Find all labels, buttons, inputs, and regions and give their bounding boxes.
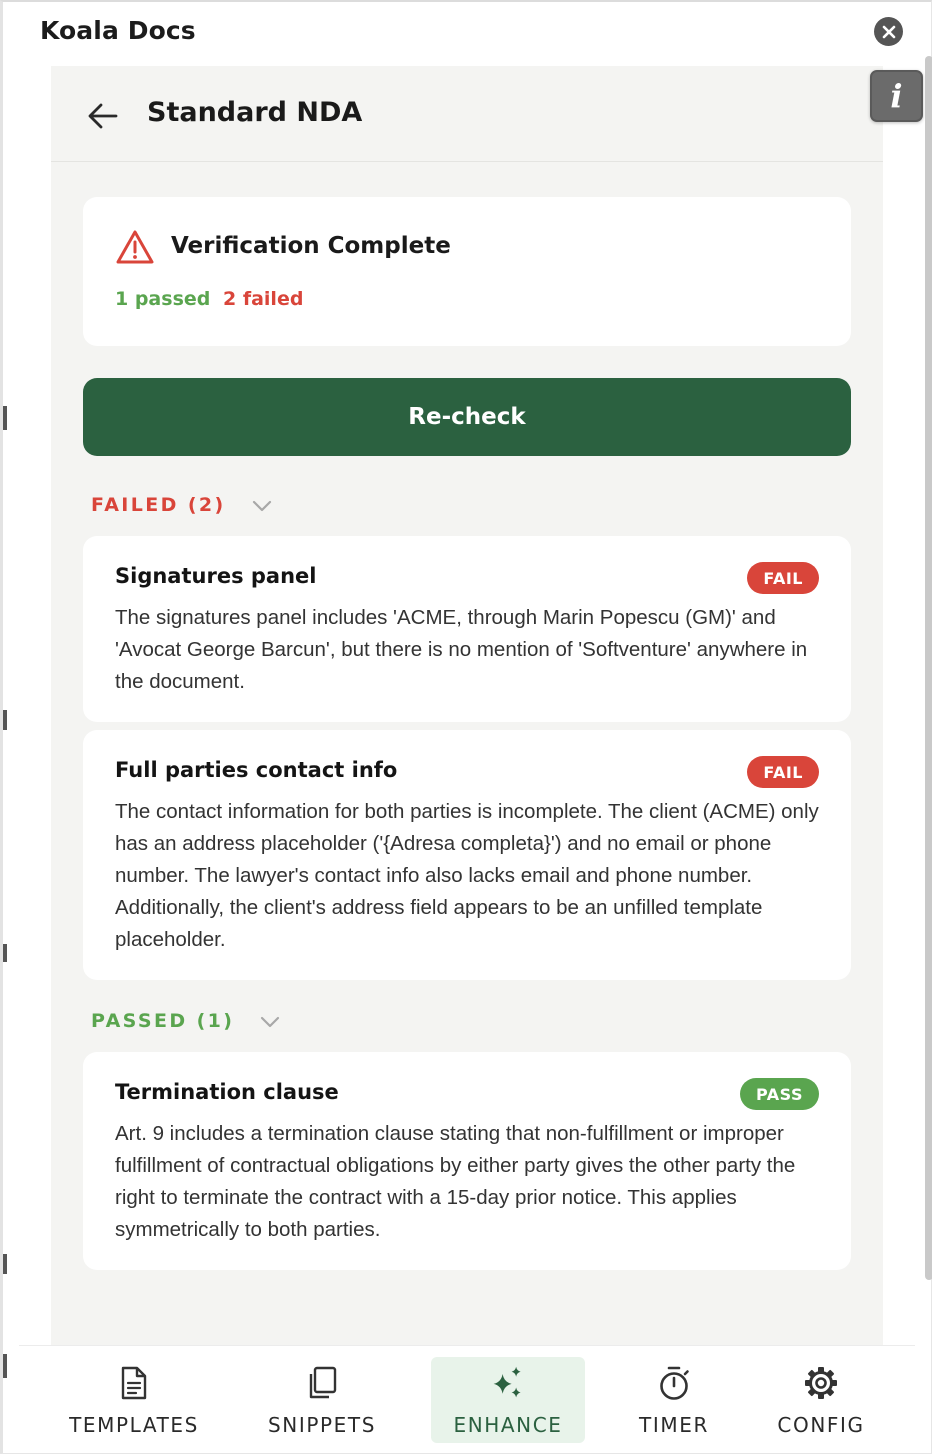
warning-icon xyxy=(115,229,155,265)
check-card xyxy=(83,536,851,722)
nav-timer-label: TIMER xyxy=(639,1413,709,1437)
back-button[interactable] xyxy=(85,96,121,136)
passed-count: 1 passed xyxy=(115,288,211,310)
close-icon xyxy=(882,25,896,39)
status-badge: PASS xyxy=(740,1078,819,1110)
document-icon xyxy=(119,1366,149,1400)
nav-snippets[interactable] xyxy=(249,1357,395,1443)
check-title: Termination clause xyxy=(115,1080,339,1104)
status-badge: FAIL xyxy=(747,756,819,788)
verification-status-card xyxy=(83,197,851,346)
close-button[interactable] xyxy=(874,17,903,46)
failed-section-label: FAILED (2) xyxy=(91,494,226,516)
chevron-down-icon xyxy=(252,500,272,512)
verification-panel xyxy=(51,66,883,1346)
nav-templates[interactable] xyxy=(59,1357,209,1443)
sparkles-icon xyxy=(490,1363,526,1403)
passed-section-toggle[interactable] xyxy=(91,1010,280,1032)
status-badge: FAIL xyxy=(747,562,819,594)
check-description: The contact information for both parties is incomplete. The client (ACME) only has an address placeholder ('{Adresa completa}') and no email or phone number. The lawyer's contact info also lacks email and phone number. Additionally, the client's address field appears to be an unfilled template placeholder. xyxy=(115,800,819,951)
edge-artifacts xyxy=(3,2,9,1456)
panel-header xyxy=(51,66,883,162)
recheck-button[interactable]: Re-check xyxy=(83,378,851,456)
nav-snippets-label: SNIPPETS xyxy=(267,1413,377,1437)
passed-section-label: PASSED (1) xyxy=(91,1010,235,1032)
check-description: Art. 9 includes a termination clause stating that non-fulfillment or improper fulfillment of contractual obligations by either party gives the other party the right to terminate the contract with a 15-day prior notice. This applies symmetrically to both parties. xyxy=(115,1122,796,1241)
nav-templates-label: TEMPLATES xyxy=(69,1413,199,1437)
check-card xyxy=(83,730,851,980)
nav-config-label: CONFIG xyxy=(777,1413,865,1437)
check-title: Full parties contact info xyxy=(115,758,398,782)
stopwatch-icon xyxy=(657,1365,691,1401)
failed-count: 2 failed xyxy=(223,288,304,310)
arrow-left-icon xyxy=(87,102,119,130)
check-card xyxy=(83,1052,851,1270)
info-button[interactable]: i xyxy=(870,70,923,122)
check-description: The signatures panel includes 'ACME, through Marin Popescu (GM)' and 'Avocat George Barcun', but there is no mention of 'Softventure' anywhere in the document. xyxy=(115,606,808,693)
nav-timer[interactable] xyxy=(619,1357,729,1443)
nav-enhance-label: ENHANCE xyxy=(453,1413,563,1437)
page-title: Standard NDA xyxy=(147,97,363,128)
app-title: Koala Docs xyxy=(40,16,196,45)
nav-enhance[interactable] xyxy=(431,1357,585,1443)
status-title: Verification Complete xyxy=(171,233,451,259)
scrollbar[interactable] xyxy=(925,56,932,1280)
copy-icon xyxy=(306,1366,338,1400)
chevron-down-icon xyxy=(260,1016,280,1028)
gear-icon xyxy=(803,1365,839,1401)
bottom-nav xyxy=(19,1345,915,1451)
check-title: Signatures panel xyxy=(115,564,317,588)
nav-config[interactable] xyxy=(765,1357,877,1443)
failed-section-toggle[interactable] xyxy=(91,494,272,516)
